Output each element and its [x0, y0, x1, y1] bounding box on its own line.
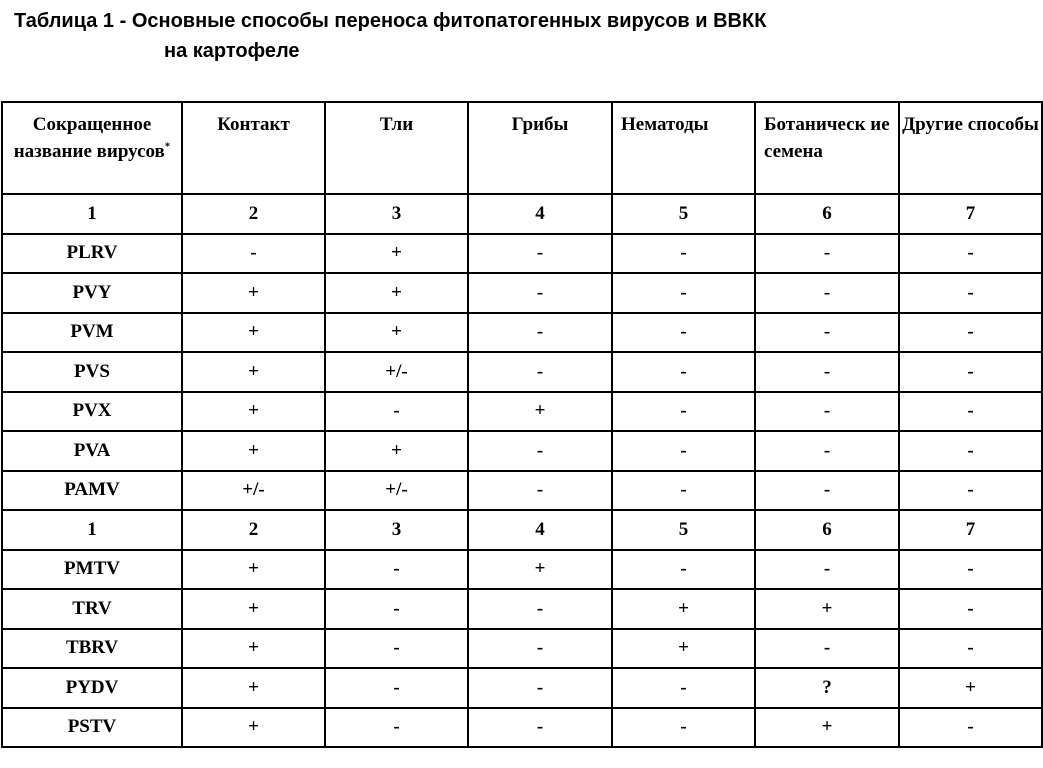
- table-cell: 3: [325, 510, 468, 550]
- table-cell: -: [468, 352, 612, 392]
- table-row: [2, 550, 1042, 590]
- table-cell: -: [468, 629, 612, 669]
- table-cell: -: [755, 471, 899, 511]
- table-cell: +: [612, 629, 755, 669]
- table-cell: 1: [2, 510, 182, 550]
- header-virus-abbrev-text: Сокращенное название вирусов: [13, 114, 165, 162]
- table-cell: -: [468, 708, 612, 748]
- table-row: [2, 708, 1042, 748]
- table-cell: -: [468, 471, 612, 511]
- table-cell: 4: [468, 194, 612, 234]
- table-cell: 7: [899, 510, 1042, 550]
- table-cell: -: [468, 313, 612, 353]
- table-cell: +: [325, 313, 468, 353]
- table-cell: -: [899, 471, 1042, 511]
- table-cell: +: [325, 234, 468, 274]
- table-cell: -: [755, 352, 899, 392]
- table-cell: -: [325, 589, 468, 629]
- header-virus-abbrev: [2, 102, 182, 194]
- table-cell: +: [468, 550, 612, 590]
- table-cell: -: [899, 431, 1042, 471]
- table-cell: -: [468, 431, 612, 471]
- header-aphids: Тли: [325, 102, 468, 194]
- table-cell: PSTV: [2, 708, 182, 748]
- table-row: [2, 392, 1042, 432]
- table-row: [2, 194, 1042, 234]
- table-cell: ?: [755, 668, 899, 708]
- table-cell: +: [182, 313, 325, 353]
- table-cell: 3: [325, 194, 468, 234]
- table-cell: -: [612, 234, 755, 274]
- table-cell: +: [182, 589, 325, 629]
- title-line-1: Таблица 1 - Основные способы переноса фитопатогенных вирусов и ВВКК: [14, 10, 767, 32]
- table-row: [2, 589, 1042, 629]
- table-cell: -: [612, 273, 755, 313]
- header-contact: Контакт: [182, 102, 325, 194]
- table-cell: PLRV: [2, 234, 182, 274]
- table-cell: -: [899, 392, 1042, 432]
- table-cell: -: [755, 313, 899, 353]
- table-row: [2, 313, 1042, 353]
- table-cell: 7: [899, 194, 1042, 234]
- table-cell: PVX: [2, 392, 182, 432]
- table-cell: -: [325, 392, 468, 432]
- table-cell: +: [755, 708, 899, 748]
- table-cell: +: [182, 392, 325, 432]
- table-cell: +/-: [325, 352, 468, 392]
- table-cell: +: [325, 273, 468, 313]
- table-cell: 5: [612, 194, 755, 234]
- table-row: [2, 510, 1042, 550]
- table-cell: PVM: [2, 313, 182, 353]
- virus-transmission-table: [1, 101, 1043, 748]
- table-cell: PYDV: [2, 668, 182, 708]
- table-cell: +: [899, 668, 1042, 708]
- table-cell: +: [182, 629, 325, 669]
- table-cell: TBRV: [2, 629, 182, 669]
- table-row: [2, 431, 1042, 471]
- table-cell: +: [182, 668, 325, 708]
- table-cell: -: [899, 589, 1042, 629]
- table-cell: TRV: [2, 589, 182, 629]
- table-cell: -: [899, 273, 1042, 313]
- table-cell: -: [899, 313, 1042, 353]
- table-cell: -: [612, 708, 755, 748]
- table-row: [2, 234, 1042, 274]
- title-line-2: на картофеле: [164, 40, 300, 62]
- table-cell: PVS: [2, 352, 182, 392]
- header-botanical-seeds: Ботаническ ие семена: [755, 102, 899, 194]
- table-cell: +: [182, 352, 325, 392]
- table-cell: -: [612, 392, 755, 432]
- table-cell: 2: [182, 194, 325, 234]
- table-cell: -: [612, 668, 755, 708]
- table-title: [14, 6, 1014, 66]
- table-cell: -: [612, 352, 755, 392]
- table-cell: PVY: [2, 273, 182, 313]
- table-cell: 6: [755, 194, 899, 234]
- table-cell: +: [755, 589, 899, 629]
- table-cell: -: [468, 234, 612, 274]
- table-cell: -: [182, 234, 325, 274]
- table-cell: -: [612, 431, 755, 471]
- table-cell: 1: [2, 194, 182, 234]
- header-nematodes: Нематоды: [612, 102, 755, 194]
- table-cell: +: [182, 550, 325, 590]
- header-row: [2, 102, 1042, 194]
- table-cell: -: [755, 273, 899, 313]
- table-cell: -: [325, 629, 468, 669]
- table-cell: -: [468, 589, 612, 629]
- table-cell: -: [612, 313, 755, 353]
- table-row: [2, 273, 1042, 313]
- table-cell: -: [899, 550, 1042, 590]
- table-cell: +: [325, 431, 468, 471]
- table-cell: +: [612, 589, 755, 629]
- table-cell: -: [612, 550, 755, 590]
- table-row: [2, 629, 1042, 669]
- header-fungi: Грибы: [468, 102, 612, 194]
- table-cell: +: [182, 708, 325, 748]
- table-cell: -: [899, 352, 1042, 392]
- table-cell: +/-: [325, 471, 468, 511]
- table-cell: 5: [612, 510, 755, 550]
- table-cell: PMTV: [2, 550, 182, 590]
- table-cell: -: [755, 392, 899, 432]
- table-row: [2, 668, 1042, 708]
- table-cell: -: [899, 708, 1042, 748]
- table-cell: 4: [468, 510, 612, 550]
- table-cell: -: [468, 668, 612, 708]
- table-cell: -: [899, 234, 1042, 274]
- table-cell: 2: [182, 510, 325, 550]
- table-cell: -: [325, 550, 468, 590]
- footnote-mark: *: [164, 140, 171, 153]
- table-cell: -: [755, 550, 899, 590]
- table-cell: PAMV: [2, 471, 182, 511]
- table-cell: +: [182, 273, 325, 313]
- table-cell: -: [755, 629, 899, 669]
- table-cell: 6: [755, 510, 899, 550]
- table-cell: -: [755, 431, 899, 471]
- table-cell: +: [468, 392, 612, 432]
- table-cell: -: [612, 471, 755, 511]
- table-body: [2, 194, 1042, 747]
- table-cell: -: [899, 629, 1042, 669]
- table-cell: +: [182, 431, 325, 471]
- table-cell: -: [325, 708, 468, 748]
- table-cell: PVA: [2, 431, 182, 471]
- header-other-methods: Другие способы: [899, 102, 1042, 194]
- table-row: [2, 352, 1042, 392]
- table-cell: -: [325, 668, 468, 708]
- table-row: [2, 471, 1042, 511]
- table-cell: +/-: [182, 471, 325, 511]
- table-cell: -: [755, 234, 899, 274]
- table-cell: -: [468, 273, 612, 313]
